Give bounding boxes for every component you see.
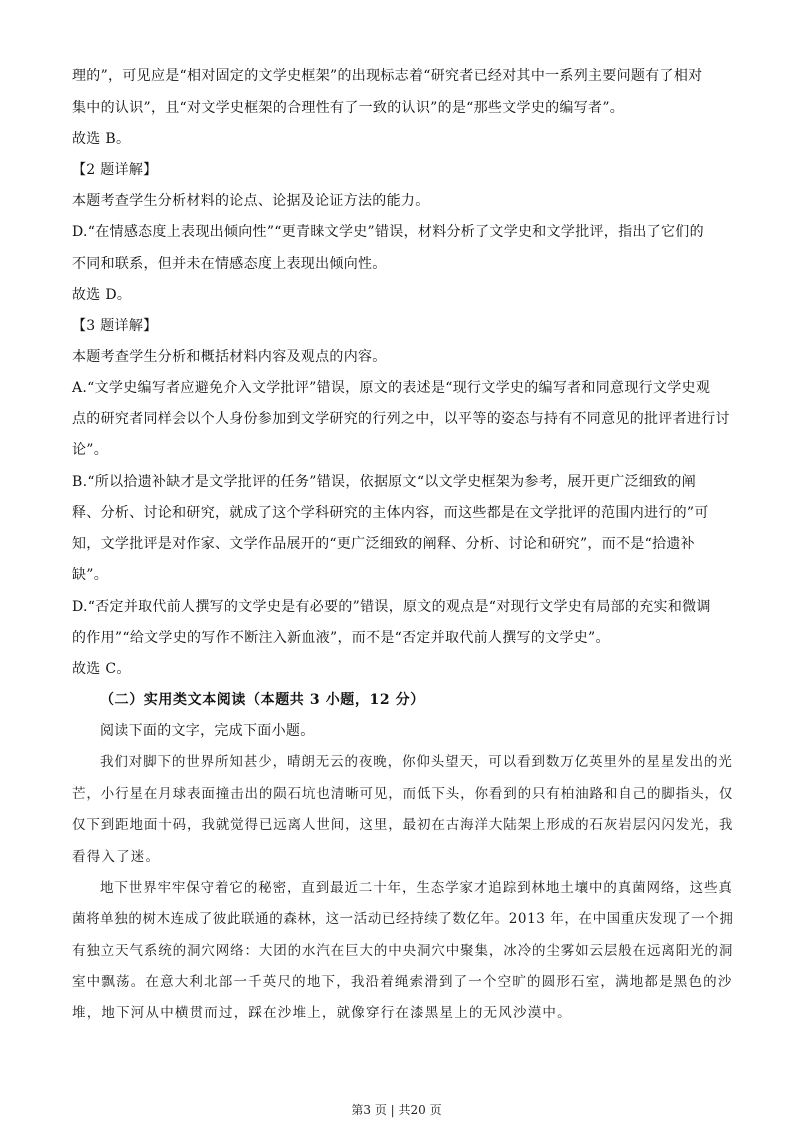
section-heading: （二）实用类文本阅读（本题共 3 小题，12 分）	[100, 692, 425, 708]
answer-text-line: 不同和联系，但并未在情感态度上表现出倾向性。	[72, 256, 387, 272]
reading-instruction: 阅读下面的文字，完成下面小题。	[100, 723, 315, 739]
question-3-heading: 【3 题详解】	[72, 318, 158, 334]
passage-line: 看得入了迷。	[72, 849, 161, 865]
answer-text-line: B.“所以拾遗补缺才是文学批评的任务”错误，依据原文“以文学史框架为参考，展开更广泛细致的阐	[72, 474, 697, 490]
answer-text-line: D.“否定并取代前人撰写的文学史是有必要的”错误，原文的观点是“对现行文学史有局部的充实和微调	[72, 599, 711, 615]
passage-line: 我们对脚下的世界所知甚少，晴朗无云的夜晚，你仰头望天，可以看到数万亿英里外的星星发出的光	[100, 754, 733, 770]
answer-text-line: 缺”。	[72, 567, 109, 583]
page-footer: 第3 页 | 共20 页	[351, 1103, 442, 1117]
question-2-heading: 【2 题详解】	[72, 162, 158, 178]
question-2-intro: 本题考查学生分析材料的论点、论据及论证方法的能力。	[72, 193, 430, 209]
passage-line: 菌将单独的树木连成了彼此联通的森林，这一活动已经持续了数亿年。2013 年，在中国重庆发现了一个拥	[72, 911, 734, 927]
answer-text-line: A.“文学史编写者应避免介入文学批评”错误，原文的表述是“现行文学史的编写者和同意现行文学史观	[72, 380, 711, 396]
answer-text-line: 集中的认识”，且“对文学史框架的合理性有了一致的认识”的是“那些文学史的编写者”。	[72, 100, 625, 116]
passage-line: 仅下到距地面十码，我就觉得已远离人世间，这里，最初在古海洋大陆架上形成的石灰岩层闪闪发光，我	[72, 817, 734, 833]
answer-text-line: 释、分析、讨论和研究，就成了这个学科研究的主体内容，而这些都是在文学批评的范围内进行的”可	[72, 505, 709, 521]
passage-line: 有独立天气系统的洞穴网络：大团的水汽在巨大的中央洞穴中聚集，冰冷的尘雾如云层般在远离阳光的洞	[72, 943, 734, 959]
answer-text-line: 理的”，可见应是“相对固定的文学史框架”的出现标志着“研究者已经对其中一系列主要问题有了相对	[72, 68, 703, 84]
passage-line: 芒，小行星在月球表面撞击出的陨石坑也清晰可见，而低下头，你看到的只有柏油路和自己的脚指头，仅	[72, 786, 734, 802]
answer-choice: 故选 C。	[72, 661, 131, 677]
answer-text-line: 点的研究者同样会以个人身份参加到文学研究的行列之中，以平等的姿态与持有不同意见的批评者进行讨	[72, 411, 730, 427]
answer-text-line: 论”。	[72, 442, 109, 458]
answer-text-line: D.“在情感态度上表现出倾向性”“更青睐文学史”错误，材料分析了文学史和文学批评，指出了它们的	[72, 224, 704, 240]
answer-text-line: 的作用”“给文学史的写作不断注入新血液”，而不是“否定并取代前人撰写的文学史”。	[72, 630, 610, 646]
passage-line: 室中飘荡。在意大利北部一千英尺的地下，我沿着绳索滑到了一个空旷的圆形石室，满地都是黑色的沙	[72, 974, 733, 990]
answer-text-line: 知，文学批评是对作家、文学作品展开的“更广泛细致的阐释、分析、讨论和研究”，而不是“拾遗补	[72, 536, 695, 552]
passage-line: 堆，地下河从中横贯而过，踩在沙堆上，就像穿行在漆黑星上的无风沙漠中。	[72, 1005, 572, 1021]
answer-choice: 故选 B。	[72, 131, 131, 147]
passage-line: 地下世界牢牢保守着它的秘密，直到最近二十年，生态学家才追踪到林地土壤中的真菌网络，这些真	[100, 880, 733, 896]
question-3-intro: 本题考查学生分析和概括材料内容及观点的内容。	[72, 349, 387, 365]
answer-choice: 故选 D。	[72, 287, 132, 303]
